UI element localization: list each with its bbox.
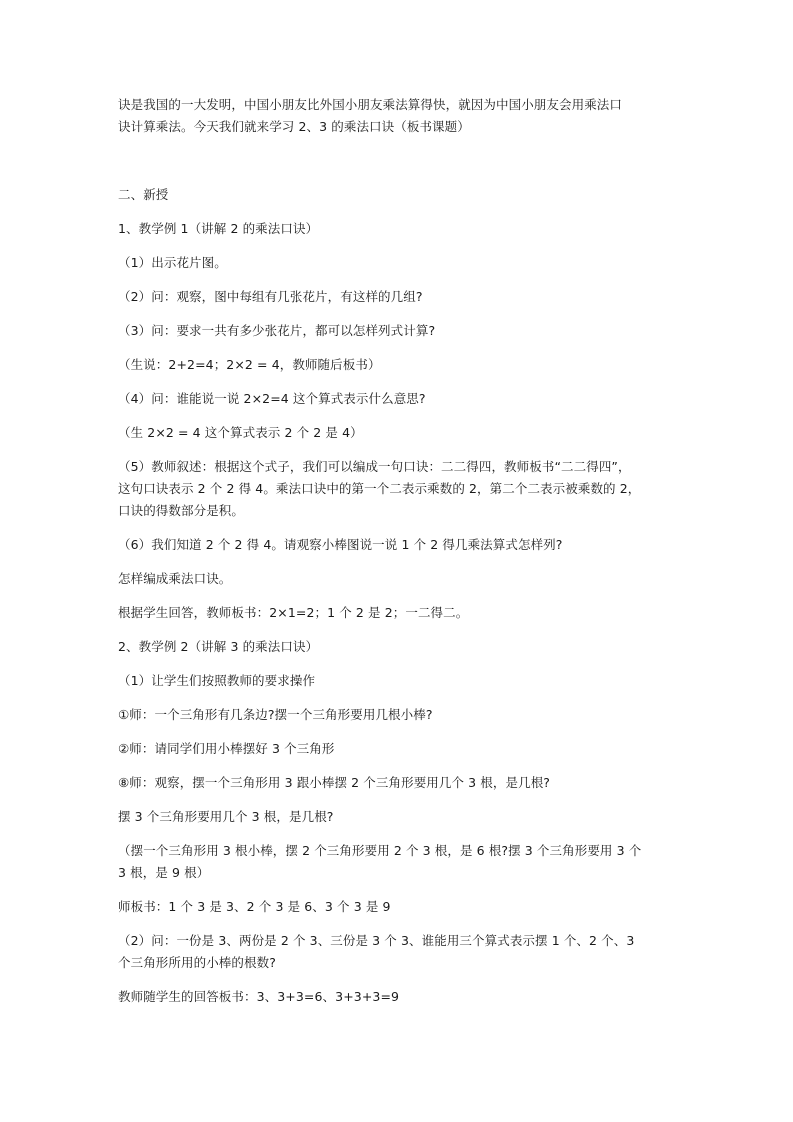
- text-line: 3 根，是 9 根）: [118, 865, 210, 880]
- paragraph: [118, 422, 690, 444]
- paragraph: [118, 320, 690, 342]
- text-line: 根据学生回答，教师板书：2×1=2；1 个 2 是 2；一二得二。: [118, 605, 469, 620]
- text-line: 诀是我国的一大发明，中国小朋友比外国小朋友乘法算得快，就因为中国小朋友会用乘法口: [118, 97, 623, 112]
- intro-paragraph: [118, 94, 690, 138]
- text-line: 教师随学生的回答板书：3、3+3=6、3+3+3=9: [118, 989, 400, 1004]
- paragraph: [118, 896, 690, 918]
- paragraph: [118, 636, 690, 658]
- document-body: [118, 94, 690, 1020]
- text-line: （摆一个三角形用 3 根小棒，摆 2 个三角形要用 2 个 3 根，是 6 根?摆 3 个三角形要用 3 个: [118, 843, 642, 858]
- paragraph: [118, 738, 690, 760]
- text-line: 2、教学例 2（讲解 3 的乘法口诀）: [118, 639, 319, 654]
- text-line: ①师：一个三角形有几条边?摆一个三角形要用几根小棒?: [118, 707, 433, 722]
- paragraph: [118, 534, 690, 556]
- paragraph: [118, 286, 690, 308]
- text-line: ⑧师：观察，摆一个三角形用 3 跟小棒摆 2 个三角形要用几个 3 根，是几根?: [118, 775, 551, 790]
- paragraph: [118, 456, 690, 522]
- section-heading: 二、新授: [118, 187, 169, 202]
- text-line: （生说：2+2=4；2×2 = 4，教师随后板书）: [118, 357, 381, 372]
- text-line: ②师：请同学们用小棒摆好 3 个三角形: [118, 741, 335, 756]
- text-line: 怎样编成乘法口诀。: [118, 571, 232, 586]
- paragraph: [118, 930, 690, 974]
- text-line: 师板书：1 个 3 是 3、2 个 3 是 6、3 个 3 是 9: [118, 899, 391, 914]
- text-line: （1）让学生们按照教师的要求操作: [118, 673, 316, 688]
- text-line: （1）出示花片图。: [118, 255, 227, 270]
- text-line: 1、教学例 1（讲解 2 的乘法口诀）: [118, 221, 319, 236]
- text-line: 诀计算乘法。今天我们就来学习 2、3 的乘法口诀（板书课题）: [118, 119, 470, 134]
- text-line: 口诀的得数部分是积。: [118, 503, 245, 518]
- text-line: （4）问：谁能说一说 2×2=4 这个算式表示什么意思?: [118, 391, 426, 406]
- text-line: （3）问：要求一共有多少张花片，都可以怎样列式计算?: [118, 323, 436, 338]
- text-line: 摆 3 个三角形要用几个 3 根，是几根?: [118, 809, 334, 824]
- paragraph: [118, 772, 690, 794]
- paragraph: [118, 252, 690, 274]
- paragraph: [118, 218, 690, 240]
- paragraph: [118, 704, 690, 726]
- paragraph: [118, 388, 690, 410]
- paragraph: [118, 806, 690, 828]
- text-line: 个三角形所用的小棒的根数?: [118, 955, 276, 970]
- paragraph-list: [118, 218, 690, 1008]
- paragraph: [118, 670, 690, 692]
- text-line: 这句口诀表示 2 个 2 得 4。乘法口诀中的第一个二表示乘数的 2，第二个二表示被乘数的 2，: [118, 481, 641, 496]
- paragraph: [118, 840, 690, 884]
- text-line: （2）问：一份是 3、两份是 2 个 3、三份是 3 个 3、谁能用三个算式表示摆 1 个、2 个、3: [118, 933, 635, 948]
- paragraph: [118, 354, 690, 376]
- paragraph: [118, 568, 690, 590]
- text-line: （生 2×2 = 4 这个算式表示 2 个 2 是 4）: [118, 425, 363, 440]
- text-line: （2）问：观察，图中每组有几张花片，有这样的几组?: [118, 289, 423, 304]
- text-line: （5）教师叙述：根据这个式子，我们可以编成一句口诀：二二得四，教师板书“二二得四”，: [118, 459, 631, 474]
- text-line: （6）我们知道 2 个 2 得 4。请观察小棒图说一说 1 个 2 得几乘法算式怎样列?: [118, 537, 563, 552]
- paragraph: [118, 602, 690, 624]
- paragraph: [118, 986, 690, 1008]
